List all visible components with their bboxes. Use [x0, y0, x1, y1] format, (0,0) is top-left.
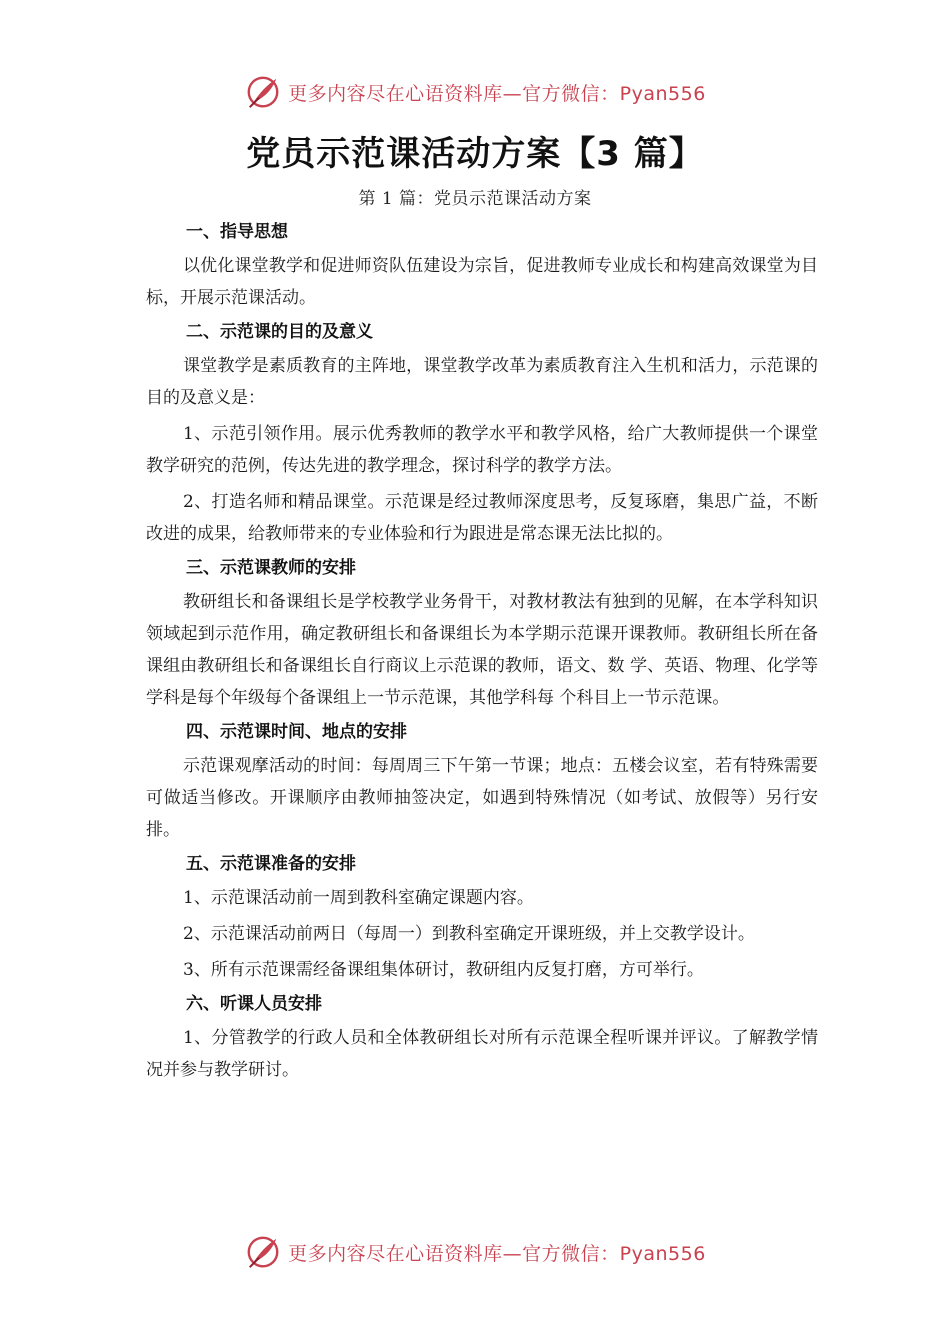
paragraph: 2、示范课活动前两日（每周一）到教科室确定开课班级，并上交教学设计。	[183, 924, 755, 944]
section-heading: 二、示范课的目的及意义	[186, 322, 373, 342]
paragraph: 2、打造名师和精品课堂。示范课是经过教师深度思考，反复琢磨，集思广益，不断改进的成果，给教师带来的专业体验和行为跟进是常态课无法比拟的。	[146, 492, 818, 544]
section-heading: 一、指导思想	[186, 222, 288, 242]
paragraph: 3、所有示范课需经备课组集体研讨，教研组内反复打磨，方可举行。	[183, 960, 704, 980]
page-subtitle: 第 1 篇：党员示范课活动方案	[358, 189, 592, 209]
banner-text: 更多内容尽在心语资料库—官方微信：Pyan556	[288, 82, 706, 105]
page-title: 党员示范课活动方案【3 篇】	[246, 134, 704, 174]
paragraph: 1、分管教学的行政人员和全体教研组长对所有示范课全程听课并评议。了解教学情况并参与教学研讨。	[146, 1028, 818, 1080]
header-banner	[0, 70, 950, 114]
footer-banner	[0, 1230, 950, 1274]
quill-feather-logo-icon	[244, 73, 282, 111]
quill-feather-logo-icon	[244, 1233, 282, 1271]
paragraph: 1、示范引领作用。展示优秀教师的教学水平和教学风格，给广大教师提供一个课堂教学研究的范例，传达先进的教学理念，探讨科学的教学方法。	[146, 424, 818, 476]
section-heading: 三、示范课教师的安排	[186, 558, 356, 578]
paragraph: 以优化课堂教学和促进师资队伍建设为宗旨，促进教师专业成长和构建高效课堂为目标，开展示范课活动。	[146, 256, 818, 308]
paragraph: 课堂教学是素质教育的主阵地，课堂教学改革为素质教育注入生机和活力，示范课的目的及意义是：	[146, 356, 818, 408]
section-heading: 五、示范课准备的安排	[186, 854, 356, 874]
paragraph: 教研组长和备课组长是学校教学业务骨干，对教材教法有独到的见解，在本学科知识领域起到示范作用，确定教研组长和备课组长为本学期示范课开课教师。教研组长所在备课组由教研组长和备课组长自行商议上示范课的教师，语文、数 学、英语、物理、化学等学科是每个年级每个备课组上一节示范课，其他学科每 个科目上一节示范课。	[146, 592, 818, 708]
banner-text: 更多内容尽在心语资料库—官方微信：Pyan556	[288, 1242, 706, 1265]
section-heading: 四、示范课时间、地点的安排	[186, 722, 407, 742]
document-body	[146, 218, 818, 1090]
paragraph: 1、示范课活动前一周到教科室确定课题内容。	[183, 888, 534, 908]
paragraph: 示范课观摩活动的时间：每周周三下午第一节课；地点：五楼会议室，若有特殊需要可做适当修改。开课顺序由教师抽签决定，如遇到特殊情况（如考试、放假等）另行安排。	[146, 756, 818, 840]
section-heading: 六、听课人员安排	[186, 994, 322, 1014]
